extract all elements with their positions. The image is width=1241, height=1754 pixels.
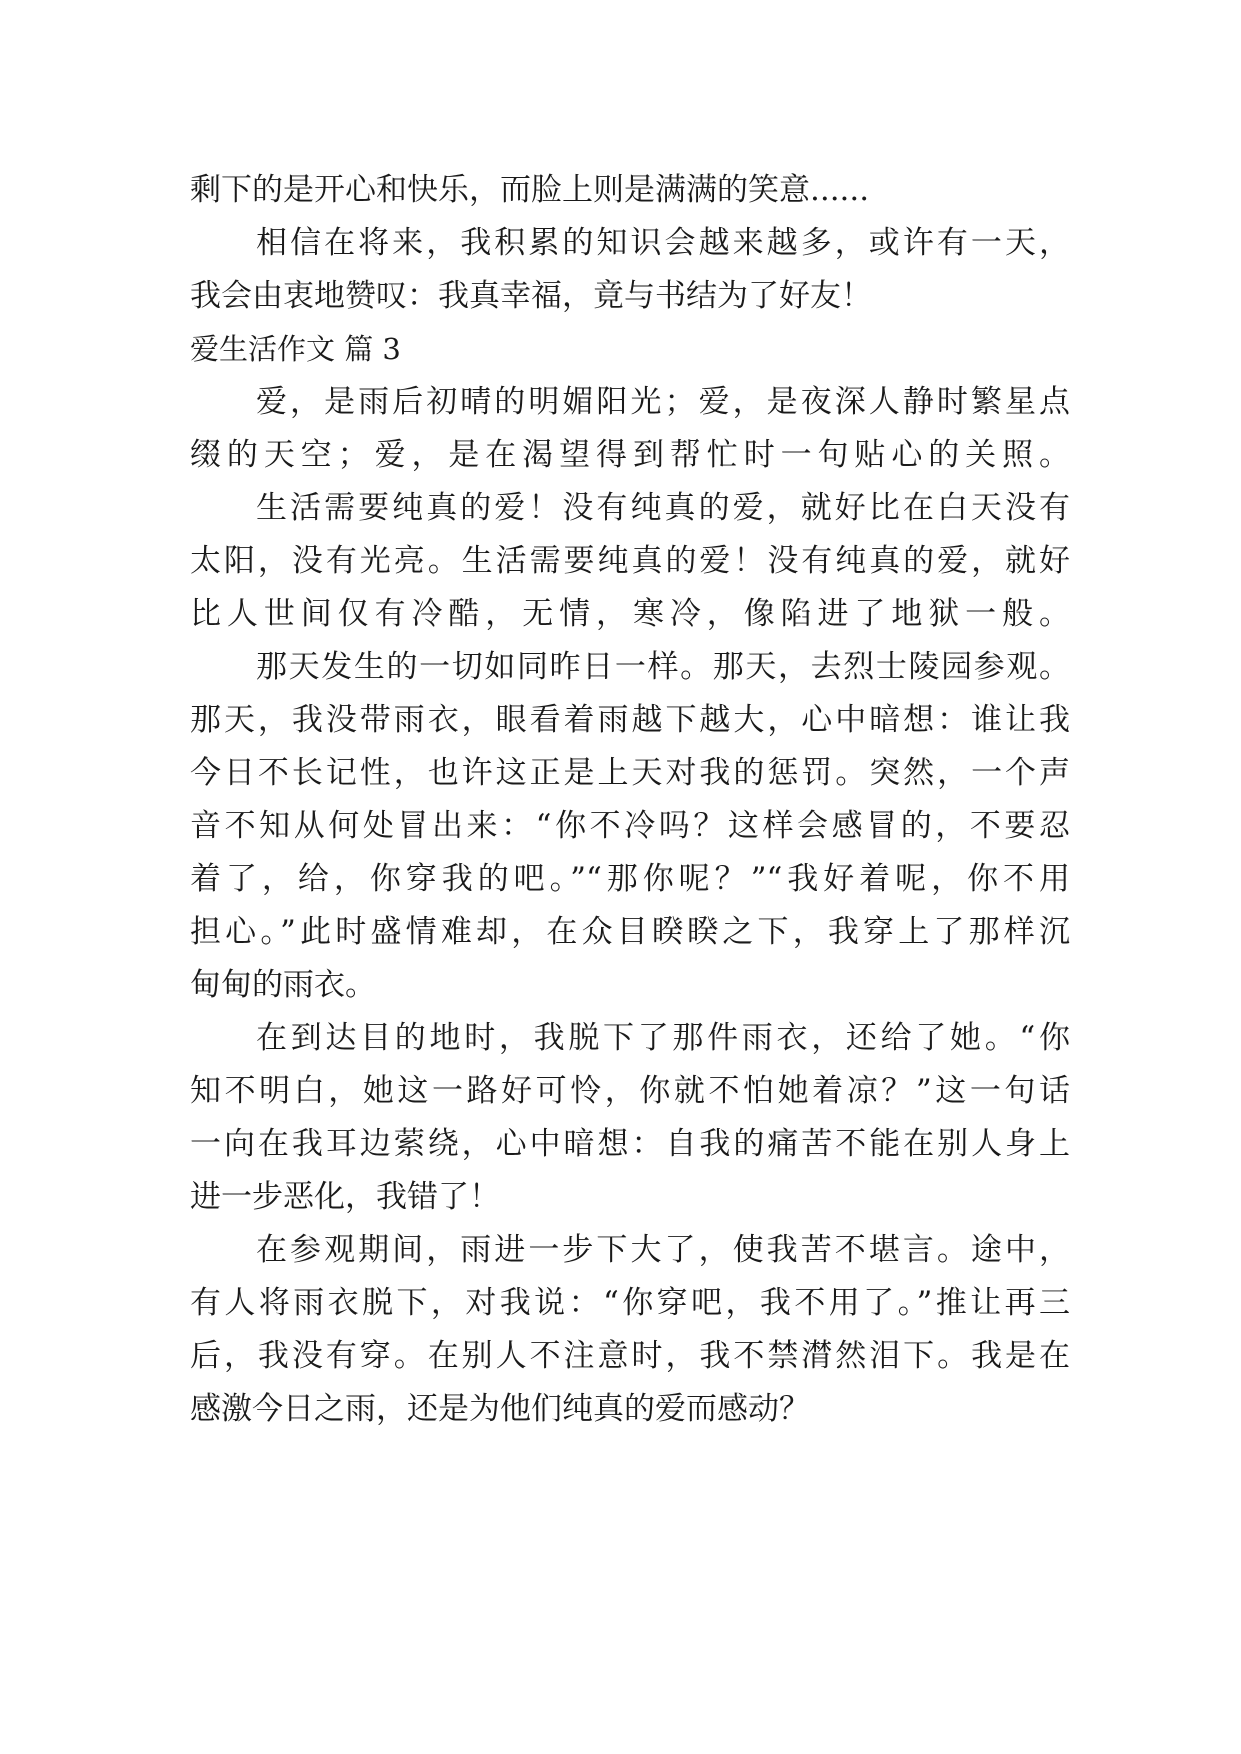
text-line: 剩下的是开心和快乐，而脸上则是满满的笑意...... [190, 172, 870, 208]
paragraph-start-line: 在参观期间，雨进一步下大了，使我苦不堪言。途中， [256, 1232, 1070, 1268]
text-line: 甸甸的雨衣。 [190, 967, 376, 1003]
text-line: 知不明白，她这一路好可怜，你就不怕她着凉？”这一句话 [190, 1073, 1070, 1109]
paragraph-start-line: 生活需要纯真的爱！没有纯真的爱，就好比在白天没有 [256, 490, 1070, 526]
paragraph-start-line: 爱，是雨后初晴的明媚阳光；爱，是夜深人静时繁星点 [256, 384, 1070, 420]
text-line: 缀的天空；爱，是在渴望得到帮忙时一句贴心的关照。 [190, 437, 1070, 473]
text-line: 我会由衷地赞叹：我真幸福，竟与书结为了好友！ [190, 278, 872, 314]
text-line: 那天，我没带雨衣，眼看着雨越下越大，心中暗想：谁让我 [190, 702, 1070, 738]
text-line: 比人世间仅有冷酷，无情，寒冷，像陷进了地狱一般。 [190, 596, 1070, 632]
text-line: 担心。”此时盛情难却，在众目睽睽之下，我穿上了那样沉 [190, 914, 1070, 950]
text-line: 音不知从何处冒出来：“你不冷吗？这样会感冒的，不要忍 [190, 808, 1070, 844]
paragraph-start-line: 在到达目的地时，我脱下了那件雨衣，还给了她。“你 [256, 1020, 1070, 1056]
text-line: 着了，给，你穿我的吧。”“那你呢？”“我好着呢，你不用 [190, 861, 1070, 897]
text-line: 感激今日之雨，还是为他们纯真的爱而感动？ [190, 1391, 810, 1427]
text-line: 一向在我耳边萦绕，心中暗想：自我的痛苦不能在别人身上 [190, 1126, 1070, 1162]
text-line: 进一步恶化，我错了！ [190, 1179, 500, 1215]
text-line: 后，我没有穿。在别人不注意时，我不禁潸然泪下。我是在 [190, 1338, 1070, 1374]
text-line: 太阳，没有光亮。生活需要纯真的爱！没有纯真的爱，就好 [190, 543, 1070, 579]
paragraph-start-line: 那天发生的一切如同昨日一样。那天，去烈士陵园参观。 [256, 649, 1070, 685]
text-line: 有人将雨衣脱下，对我说：“你穿吧，我不用了。”推让再三 [190, 1285, 1070, 1321]
paragraph-start-line: 相信在将来，我积累的知识会越来越多，或许有一天， [256, 225, 1070, 261]
section-heading: 爱生活作文 篇 3 [190, 332, 401, 366]
text-line: 今日不长记性，也许这正是上天对我的惩罚。突然，一个声 [190, 755, 1070, 791]
